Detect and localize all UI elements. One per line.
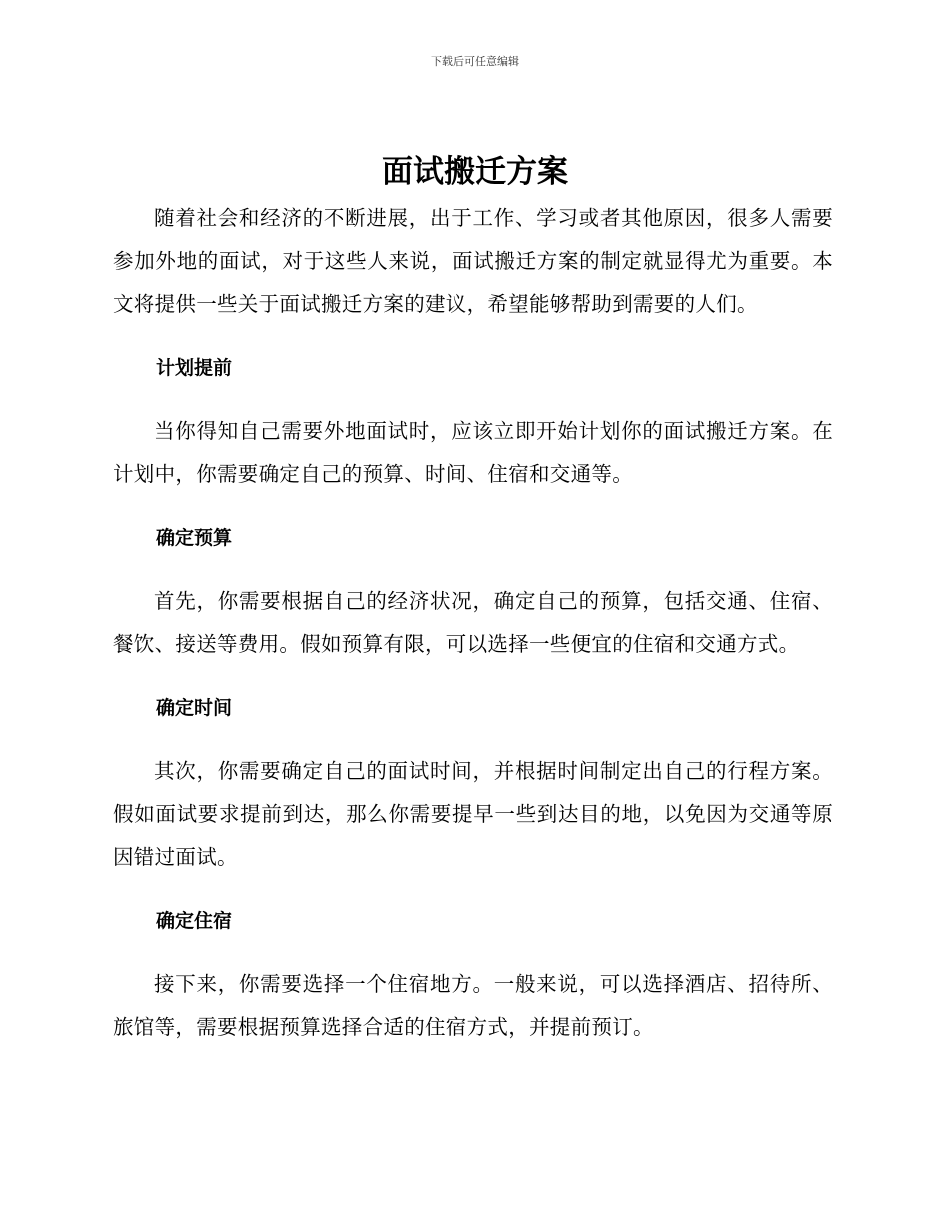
document-title: 面试搬迁方案 <box>382 154 568 190</box>
section-heading: 计划提前 <box>156 357 233 379</box>
section-paragraph: 当你得知自己需要外地面试时，应该立即开始计划你的面试搬迁方案。在计划中，你需要确定自己的预算、时间、住宿和交通等。 <box>113 419 833 486</box>
section-heading: 确定时间 <box>156 697 233 719</box>
section-paragraph: 接下来，你需要选择一个住宿地方。一般来说，可以选择酒店、招待所、旅馆等，需要根据预算选择合适的住宿方式，并提前预订。 <box>113 972 833 1039</box>
intro-paragraph: 随着社会和经济的不断进展，出于工作、学习或者其他原因，很多人需要参加外地的面试，对于这些人来说，面试搬迁方案的制定就显得尤为重要。本文将提供一些关于面试搬迁方案的建议，希望能够帮助到需要的人们。 <box>113 206 833 316</box>
section-lodging <box>113 898 833 1049</box>
section-heading: 确定预算 <box>156 527 233 549</box>
section-paragraph: 其次，你需要确定自己的面试时间，并根据时间制定出自己的行程方案。假如面试要求提前到达，那么你需要提早一些到达目的地，以免因为交通等原因错过面试。 <box>113 759 833 869</box>
section-plan-ahead <box>113 345 833 496</box>
document-body <box>113 197 833 1068</box>
section-paragraph: 首先，你需要根据自己的经济状况，确定自己的预算，包括交通、住宿、餐饮、接送等费用。假如预算有限，可以选择一些便宜的住宿和交通方式。 <box>113 589 833 656</box>
section-budget <box>113 515 833 666</box>
page-header: 下载后可任意编辑 <box>431 55 519 68</box>
section-heading: 确定住宿 <box>156 910 233 932</box>
section-time <box>113 685 833 879</box>
